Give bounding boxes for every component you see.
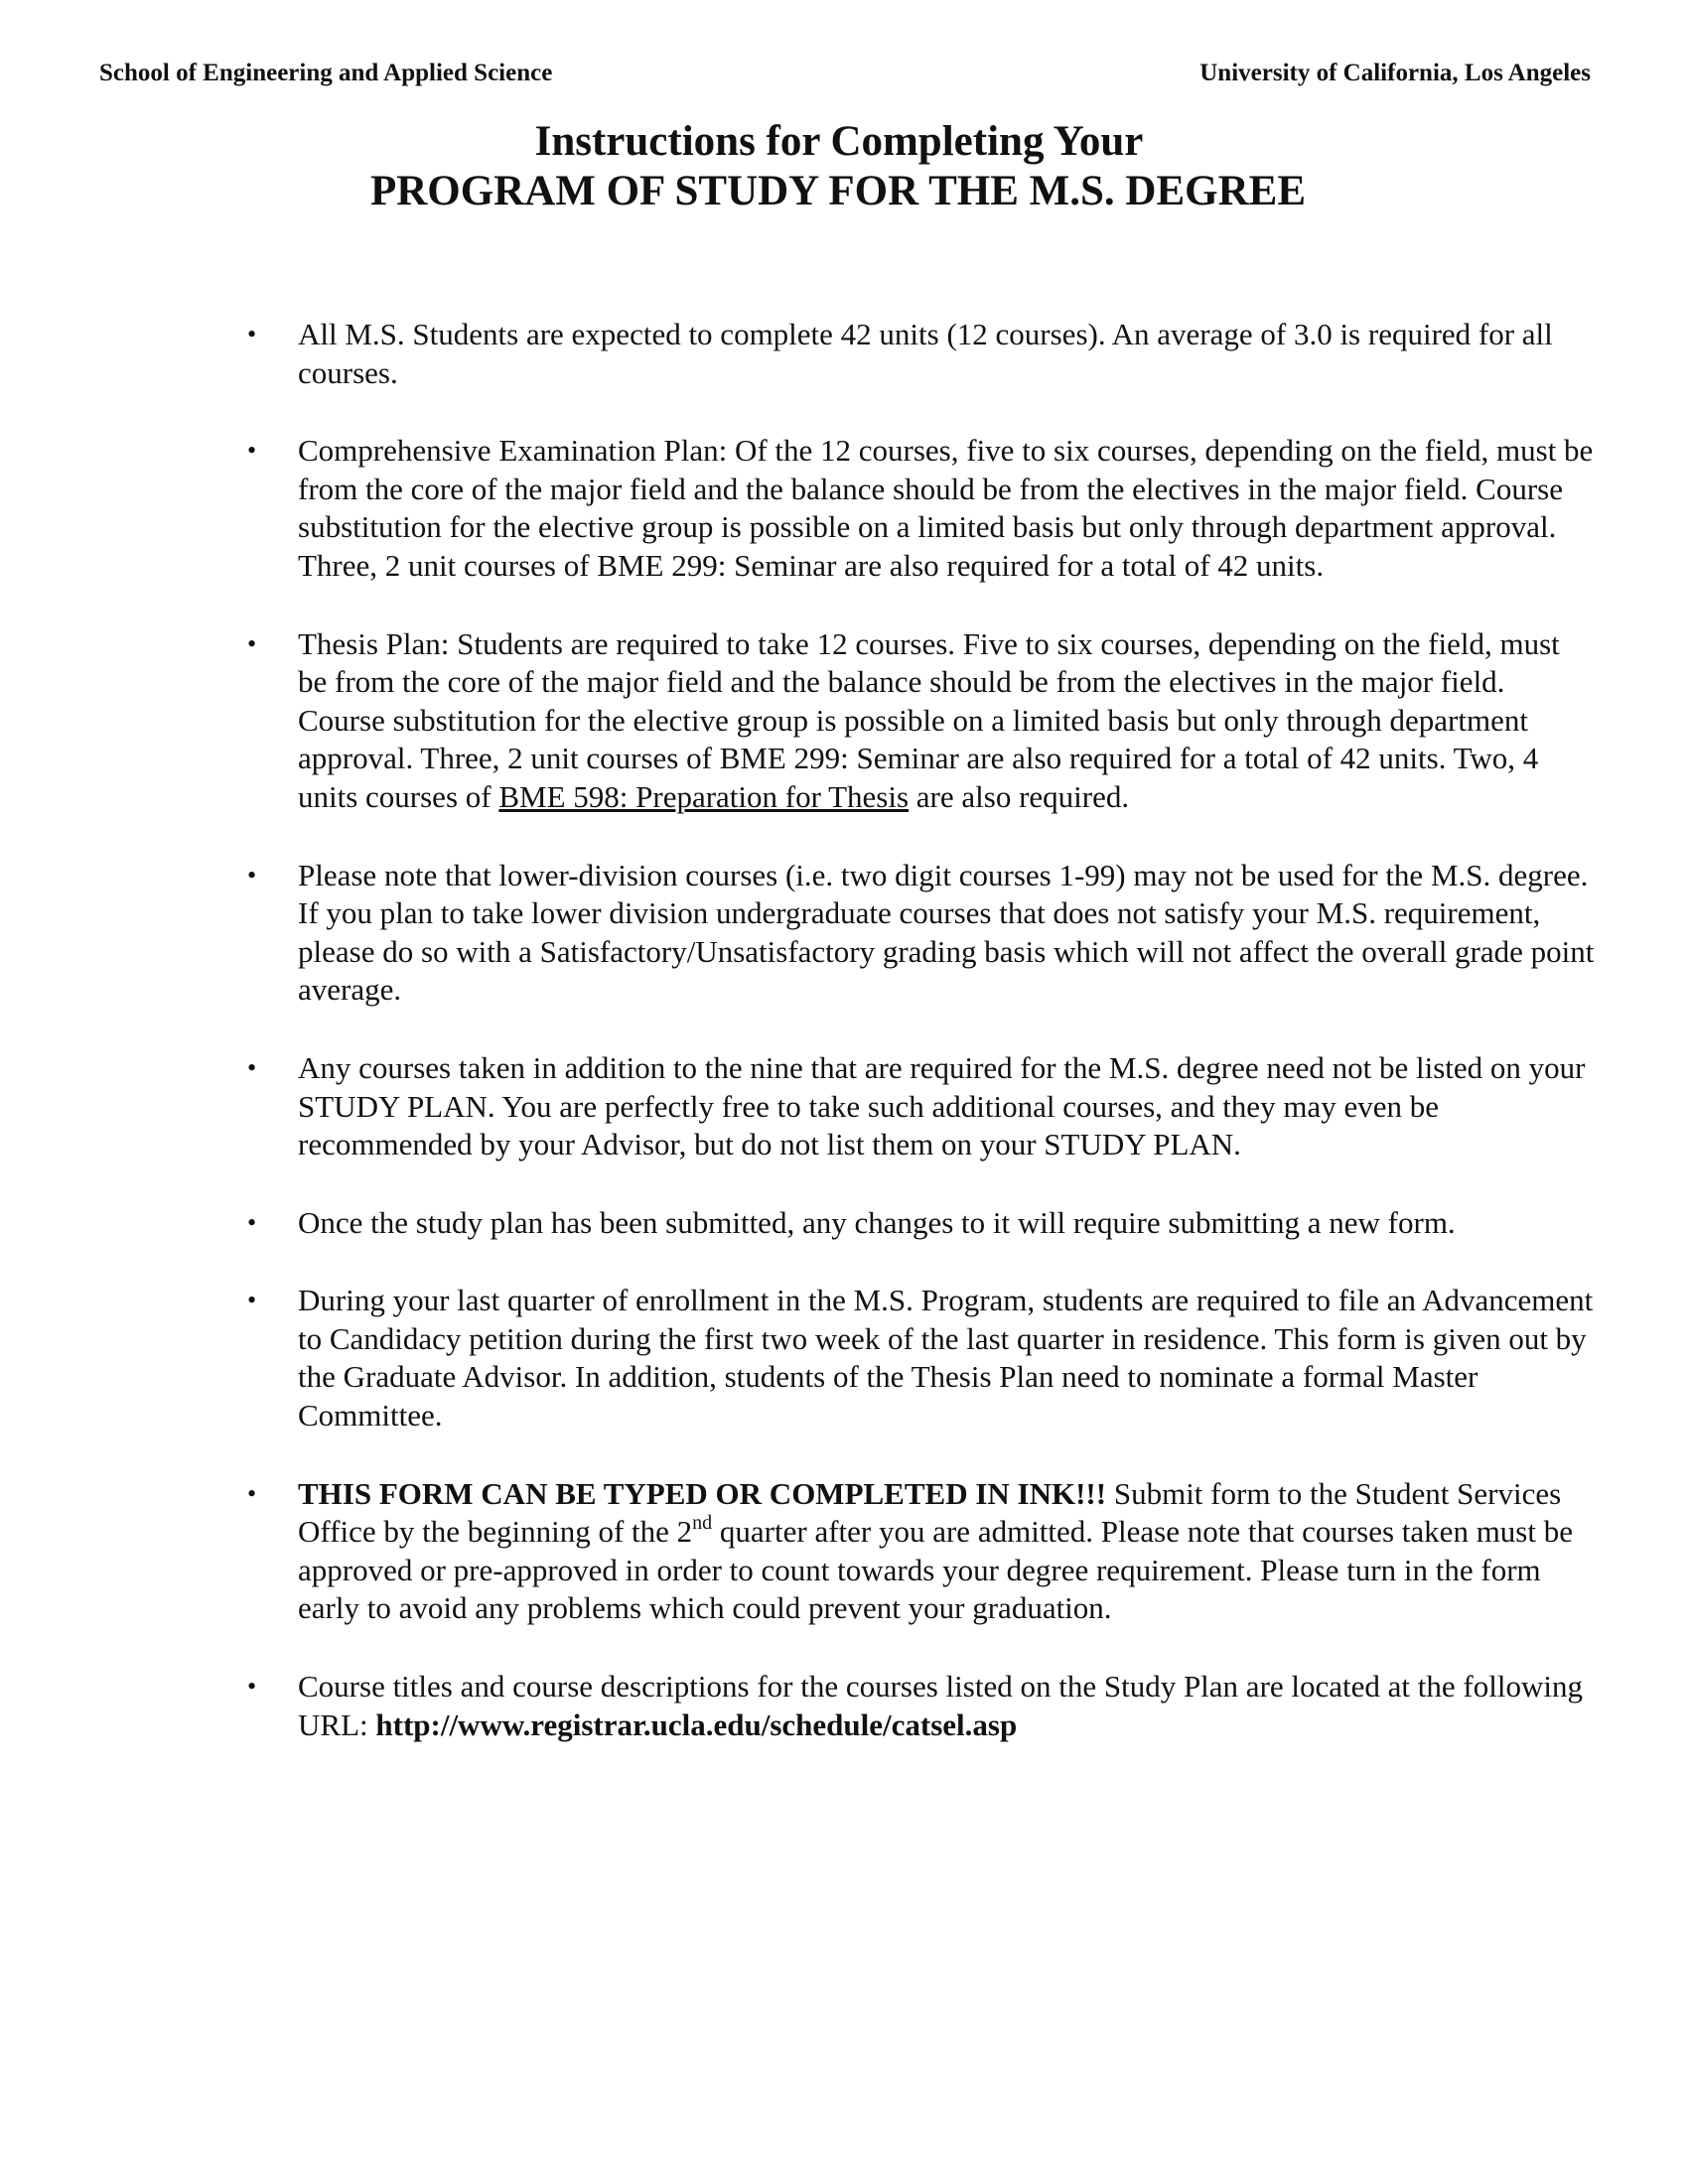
- instruction-changes: [0, 1204, 1688, 1243]
- header-school: School of Engineering and Applied Science: [99, 60, 553, 86]
- instruction-text: Any courses taken in addition to the nine that are required for the M.S. degree need not be listed on your STUDY PLAN. You are perfectly free to take such additional courses, and they may even be recommended by your Advisor, but do not list them on your STUDY PLAN.: [298, 1049, 1586, 1162]
- instruction-form-submission: [0, 1475, 1688, 1628]
- header-university: University of California, Los Angeles: [1199, 60, 1591, 86]
- instruction-additional-courses: [0, 1049, 1688, 1164]
- instruction-thesis-plan: [0, 625, 1688, 817]
- instruction-course-catalog: [0, 1668, 1688, 1744]
- catalog-url-link[interactable]: http://www.registrar.ucla.edu/schedule/catsel.asp: [375, 1706, 1018, 1742]
- ordinal-suffix: nd: [692, 1512, 713, 1535]
- instruction-text: All M.S. Students are expected to complete 42 units (12 courses). An average of 3.0 is required for all courses.: [298, 317, 1553, 390]
- bullet-icon: •: [247, 1052, 257, 1082]
- instruction-units-requirement: [0, 316, 1688, 392]
- instruction-comprehensive-plan: [0, 432, 1688, 585]
- instruction-text: [298, 625, 1595, 817]
- thesis-plan-text: Thesis Plan: Students are required to take 12 courses. Five to six courses, depending on the field, must be from the core of the major field and the balance should be from the electives in the major field. Course substitution for the elective group is possible on a limited basis but only through department approval. Three, 2 unit courses of BME 299: Seminar are also required for a total of 42 units. Two, 4 units courses of: [298, 625, 1560, 814]
- submission-text: Submit form to the Student Services Office by the beginning of the 2: [298, 1475, 1562, 1550]
- form-ink-notice: THIS FORM CAN BE TYPED OR COMPLETED IN INK!!!: [298, 1475, 1107, 1511]
- bullet-icon: •: [247, 1286, 257, 1315]
- bullet-icon: •: [247, 1207, 257, 1237]
- title-line-1: Instructions for Completing Your: [534, 118, 1144, 165]
- title-line-2: PROGRAM OF STUDY FOR THE M.S. DEGREE: [369, 168, 1307, 214]
- submission-text-end: quarter after you are admitted. Please note that courses taken must be approved or pre-approved in order to count towards your degree requirement. Please turn in the form early to avoid any problems which could prevent your graduation.: [298, 1514, 1573, 1626]
- instruction-text: During your last quarter of enrollment in the M.S. Program, students are required to file an Advancement to Candidacy petition during the first two week of the last quarter in residence. This form is given out by the Graduate Advisor. In addition, students of the Thesis Plan need to nominate a formal Master Committee.: [298, 1283, 1594, 1433]
- instruction-text: Once the study plan has been submitted, any changes to it will require submitting a new form.: [298, 1204, 1456, 1240]
- bullet-icon: •: [247, 860, 257, 889]
- bullet-icon: •: [247, 628, 257, 658]
- instruction-text: Comprehensive Examination Plan: Of the 12 courses, five to six courses, depending on the field, must be from the core of the major field and the balance should be from the electives in the major field. Course substitution for the elective group is possible on a limited basis but only through department approval. Three, 2 unit courses of BME 299: Seminar are also required for a total of 42 units.: [298, 433, 1594, 583]
- bullet-icon: •: [247, 1478, 257, 1508]
- bullet-icon: •: [247, 1672, 257, 1702]
- thesis-plan-text-end: are also required.: [909, 778, 1130, 814]
- instruction-text: [298, 1475, 1595, 1628]
- instruction-list: [0, 316, 1688, 1784]
- instruction-lower-division: [0, 857, 1688, 1010]
- instruction-advancement: [0, 1282, 1688, 1434]
- bullet-icon: •: [247, 320, 257, 348]
- catalog-text: Course titles and course descriptions for the courses listed on the Study Plan are located at the following URL:: [298, 1669, 1583, 1742]
- instruction-text: [298, 1668, 1595, 1744]
- bullet-icon: •: [247, 436, 257, 466]
- instruction-text: Please note that lower-division courses (i.e. two digit courses 1-99) may not be used for the M.S. degree. If you plan to take lower division undergraduate courses that does not satisfy your M.S. requirement, please do so with a Satisfactory/Unsatisfactory grading basis which will not affect the overall grade point average.: [298, 857, 1595, 1008]
- page-title: [0, 117, 1688, 216]
- thesis-course-name: BME 598: Preparation for Thesis: [498, 778, 910, 814]
